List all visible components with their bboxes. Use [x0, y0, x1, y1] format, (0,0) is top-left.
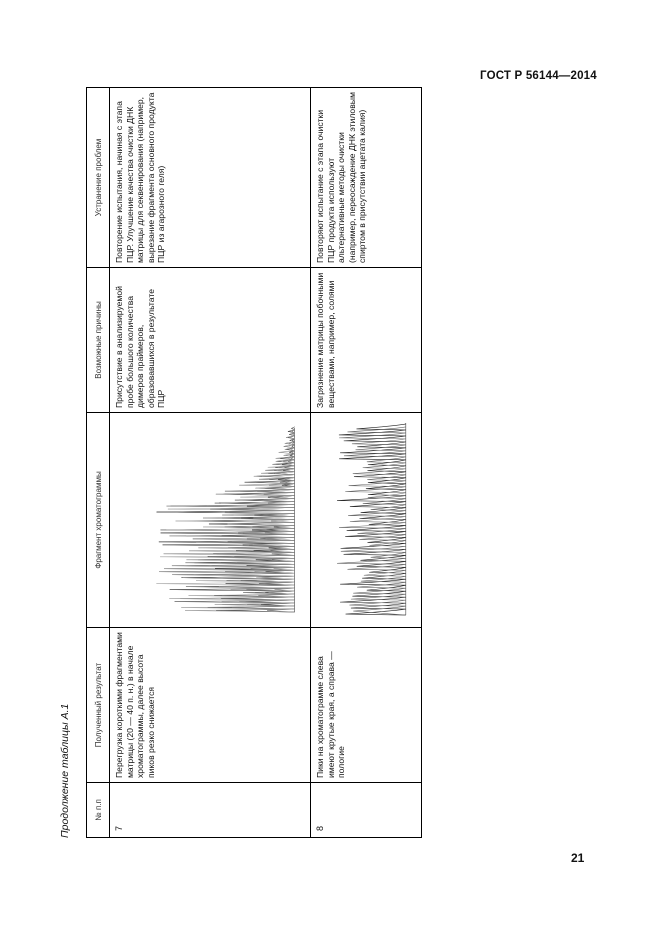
chromatogram-image	[311, 413, 421, 627]
cell-fragment	[311, 413, 422, 628]
table-row	[110, 88, 311, 838]
table-header-row	[87, 88, 110, 838]
result-text: Перегрузка короткими фрагментами матрицы (20 — 40 п. н.) в начале хроматограммы, далее высота пиков резко снижается	[114, 632, 156, 778]
cell-num	[311, 783, 422, 838]
header-fragment: Фрагмент хроматограммы	[87, 413, 110, 628]
causes-text: Присутствие в анализируемой пробе большого количества димеров праймеров, образовавшихся в результате ПЦР	[114, 286, 166, 408]
cell-num	[110, 783, 311, 838]
rotated-page-content	[59, 88, 419, 838]
document-code: ГОСТ Р 56144—2014	[480, 70, 597, 82]
cell-solution	[110, 88, 311, 268]
cell-causes	[311, 268, 422, 413]
cell-solution	[311, 88, 422, 268]
cell-fragment	[110, 413, 311, 628]
problems-table	[86, 87, 422, 838]
header-causes: Возможные причины	[87, 268, 110, 413]
row-number: 7	[114, 825, 124, 831]
cell-causes	[110, 268, 311, 413]
cell-result	[110, 628, 311, 783]
page-number: 21	[571, 851, 585, 865]
solution-text: Повторение испытания, начиная с этапа ПЦР. Улучшение качества очистки ДНК матрицы для секвенирования (например, вырезание фрагмента основного продукта ПЦР из агарозного геля)	[114, 92, 166, 263]
cell-result	[311, 628, 422, 783]
chromatogram-image	[110, 413, 310, 627]
header-num: № п.п	[87, 783, 110, 838]
solution-text: Повторяют испытание с этапа очистки ПЦР продукта используют альтернативные методы очистки (например, переосаждение ДНК этиловым спиртом в присутствии ацетата калия)	[315, 92, 367, 263]
chromatogram-trace	[337, 424, 406, 615]
header-result: Полученный результат	[87, 628, 110, 783]
row-number: 8	[315, 825, 325, 831]
result-text: Пики на хроматограмме слева имеют крутые края, а справа — пологие	[315, 651, 346, 778]
table-row	[311, 88, 422, 838]
table-caption: Продолжение таблицы А.1	[59, 703, 71, 838]
causes-text: Загрязнение матрицы побочными веществами, например, солями	[315, 272, 336, 408]
header-solution: Устранение проблем	[87, 88, 110, 268]
